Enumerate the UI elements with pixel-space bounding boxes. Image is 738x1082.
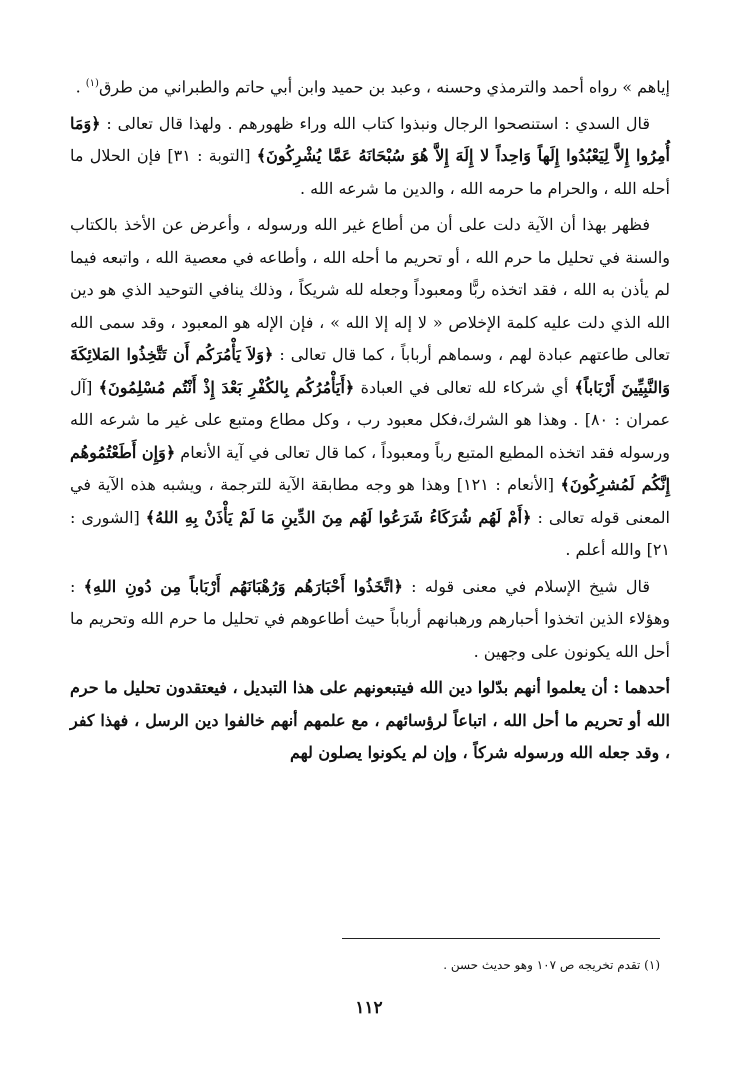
paragraph-3-end: [الشورى : ٢١] والله أعلم . (70, 507, 670, 560)
paragraph-1-end: . (75, 77, 86, 97)
quran-verse: ﴿وَمَا أُمِرُوا إِلاَّ لِيَعْبُدُوا إِلَهاً وَاحِداً لا إِلَهَ إِلاَّ هُوَ سُبْحَانَهُ عَمَّا يُشْرِكُونَ﴾ (70, 113, 671, 166)
quran-verse: ﴿وَلاَ يَأْمُرَكُم أَن تَتَّخِذُوا المَلائِكَةَ وَالنَّبِيِّينَ أَرْبَاباً﴾ (70, 345, 671, 397)
paragraph-1-text: إياهم » رواه أحمد والترمذي وحسنه ، وعبد بن حميد وابن أبي حاتم والطبراني من طرق (98, 77, 670, 97)
paragraph-3-text: [آل عمران : ٨٠] . وهذا هو الشرك،فكل معبود رب ، وكل مطاع ومتبع على غير ما شرعه الله ورسوله فقد اتخذه المطيع المتبع رباً ومعبوداً ، كما قال تعالى في آية الأنعام (70, 377, 670, 462)
paragraph-2-text: قال السدي : استنصحوا الرجال ونبذوا كتاب الله وراء ظهورهم . ولهذا قال تعالى : (100, 113, 650, 133)
footnote-divider (342, 938, 660, 939)
page-number: ١١٢ (355, 998, 383, 1018)
quran-verse: ﴿وَإِن أَطَعْتُمُوهُم إِنَّكُم لَمُشرِكُونَ﴾ (70, 442, 671, 495)
paragraph-5 (70, 672, 670, 770)
paragraph-3 (70, 209, 670, 567)
paragraph-4 (70, 571, 670, 669)
document-page (70, 68, 670, 774)
footnote: (١) تقدم تخريجه ص ١٠٧ وهو حديث حسن . (443, 958, 660, 972)
paragraph-3-text: فظهر بهذا أن الآية دلت على أن من أطاع غير الله ورسوله ، وأعرض عن الأخذ بالكتاب والسنة في تحليل ما حرم الله ، أو تحريم ما أحله الله ، وأطاعه في معصية الله ، واتبعه فيما لم يأذن به الله ، فقد اتخذه ربًّا ومعبوداً وجعله لله شريكاً ، وذلك ينافي التوحيد الذي هو دين الله الذي دلت عليه كلمة الإخلاص « لا إله إلا الله » ، فإن الإله هو المعبود ، وقد سمى الله تعالى طاعتهم عبادة لهم ، وسماهم أرباباً ، كما قال تعالى : (70, 215, 671, 365)
footnote-reference[interactable]: (١) (85, 78, 99, 89)
paragraph-3-text: [الأنعام : ١٢١] وهذا هو وجه مطابقة الآية للترجمة ، ويشبه هذه الآية في المعنى قوله تعالى : (70, 475, 670, 527)
paragraph-3-text: أي شركاء لله تعالى في العبادة (354, 377, 575, 397)
quran-verse: ﴿اتَّخَذُوا أَحْبَارَهُم وَرُهْبَانَهُم أَرْبَاباً مِن دُونِ اللهِ﴾ (83, 576, 403, 596)
quran-verse: ﴿أَمْ لَهُم شُرَكَاءُ شَرَعُوا لَهُم مِنَ الدِّينِ مَا لَمْ يَأْذَنْ بِهِ اللهُ﴾ (145, 507, 532, 527)
paragraph-1 (70, 68, 670, 104)
paragraph-5-text: أحدهما : أن يعلموا أنهم بدّلوا دين الله فيتبعونهم على هذا التبديل ، فيعتقدون تحليل ما حرم الله أو تحريم ما أحل الله ، اتباعاً لرؤسائهم ، مع علمهم أنهم خالفوا دين الرسل ، فهذا كفر ، وقد جعله الله ورسوله شركاً ، وإن لم يكونوا يصلون لهم (70, 678, 670, 763)
paragraph-4-text: قال شيخ الإسلام في معنى قوله : (402, 576, 651, 596)
quran-verse: ﴿أَيَأْمُرُكُم بِالكُفْرِ بَعْدَ إِذْ أَنْتُم مُسْلِمُونَ﴾ (98, 377, 355, 397)
paragraph-4-end: : وهؤلاء الذين اتخذوا أحبارهم ورهبانهم أرباباً حيث أطاعوهم في تحليل ما حرم الله وتحريم ما أحل الله يكونون على وجهين . (70, 576, 670, 661)
paragraph-2-end: [التوبة : ٣١] فإن الحلال ما أحله الله ، والحرام ما حرمه الله ، والدين ما شرعه الله . (70, 146, 670, 198)
paragraph-2 (70, 108, 670, 206)
